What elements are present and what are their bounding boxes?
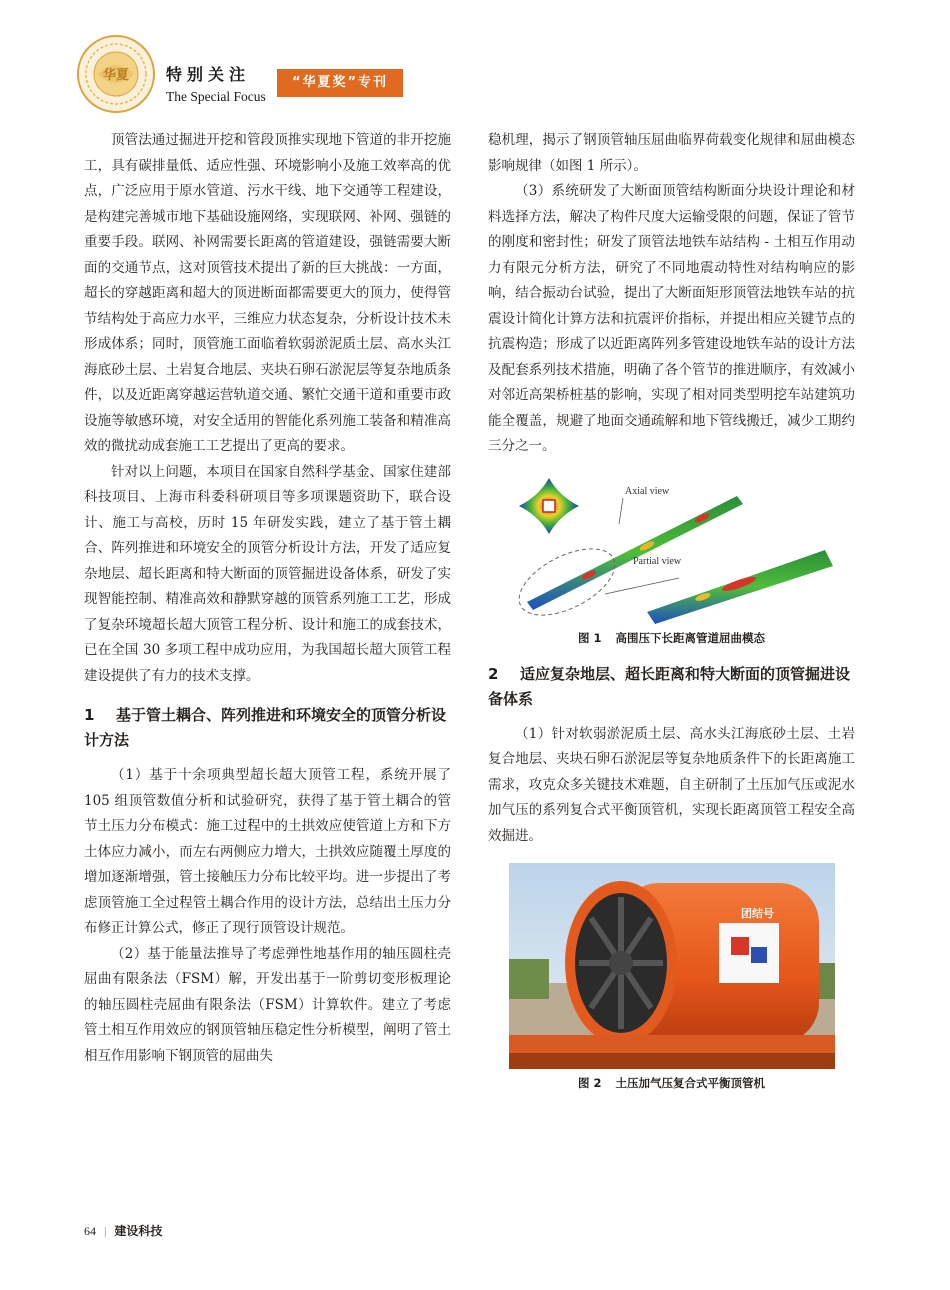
body-paragraph-2: 针对以上问题，本项目在国家自然科学基金、国家住建部科技项目、上海市科委科研项目等多项课题资助下，联合设计、施工与高校，历时 15 年研发实践，建立了基于管土耦合、阵列推进和环境安全的顶管分析设计方法，开发了适应复杂地层、超长距离和特大断面的顶管掘进设备体系，研发了实现智能控制、精准高效和静默穿越的顶管系列施工工艺，形成了复杂环境超长超大顶管工程分析、设计和施工的成套技术，已在全国 30 多项工程中成功应用，为我国超长超大顶管工程建设提供了有力的技术支撑。 (84, 463, 451, 684)
left-column (84, 128, 451, 1069)
footer-separator: | (104, 1224, 107, 1238)
section-title-cn: 特别关注 (166, 65, 251, 84)
buckling-mode-figure (507, 474, 837, 624)
body-paragraph-4: （2）基于能量法推导了考虑弹性地基作用的轴压圆柱壳屈曲有限条法（FSM）解，开发出基于一阶剪切变形板理论的轴压圆柱壳屈曲有限条法（FSM）计算软件。建立了考虑管土相互作用效应的钢顶管轴压稳定性分析模型，阐明了管土相互作用影响下钢顶管的屈曲失 (84, 945, 451, 1064)
section-heading-1 (84, 703, 451, 753)
partial-view-label: Partial view (632, 555, 681, 567)
pipe-jacking-machine-photo (509, 863, 835, 1069)
body-paragraph-6: （1）针对软弱淤泥质土层、高水头江海底砂土层、土岩复合地层、夹块石卵石淤泥层等复杂地质条件下的长距离施工需求，攻克众多关键技术难题，自主研制了土压加气压或泥水加气压的系列复合式平衡顶管机，实现长距离顶管工程安全高效掘进。 (488, 725, 855, 844)
page-header (76, 34, 496, 114)
figure-1-number: 图 1 (577, 630, 602, 645)
figure-2-caption (488, 1073, 855, 1093)
figure-2 (488, 863, 855, 1093)
logo-text: 华夏 (102, 68, 130, 83)
figure-1 (488, 474, 855, 648)
page-number: 64 (84, 1224, 96, 1238)
partial-view-highlight (508, 535, 624, 624)
section-number-1: 1 (84, 706, 95, 724)
page-footer (84, 1222, 162, 1239)
magazine-name: 建设科技 (114, 1224, 163, 1238)
section-heading-2-text: 适应复杂地层、超长距离和特大断面的顶管掘进设备体系 (488, 664, 851, 708)
section-number-2: 2 (488, 664, 499, 683)
axial-cross-section (519, 478, 579, 534)
section-heading-1-text: 基于管土耦合、阵列推进和环境安全的顶管分析设计方法 (84, 706, 447, 749)
huaxia-award-logo-icon (76, 34, 156, 114)
body-paragraph-continued: 稳机理，揭示了钢顶管轴压屈曲临界荷载变化规律和屈曲模态影响规律（如图 1 所示）。 (488, 132, 855, 174)
axial-view-label: Axial view (624, 485, 669, 497)
section-title-en: The Special Focus (166, 89, 266, 104)
body-paragraph-5: （3）系统研发了大断面顶管结构断面分块设计理论和材料选择方法，解决了构件尺度大运输受限的问题，保证了管节的刚度和密封性；研发了顶管法地铁车站结构 - 土相互作用动力有限元分析方法，研究了不同地震动特性对结构响应的影响，结合振动台试验，提出了大断面矩形顶管法地铁车站的抗震设计简化计算方法和抗震评价指标，并提出相应关键节点的抗震构造；形成了以近距离阵列多管建设地铁车站的设计方法及配套系列技术措施，明确了各个管节的推进顺序，有效减小对邻近高架桥桩基的影响，实现了相对同类型明挖车站建筑功能全覆盖，规避了地面交通疏解和地下管线搬迁，减少工期约三分之一。 (488, 183, 855, 454)
issue-tag-badge: “华夏奖”专刊 (277, 69, 403, 97)
right-column (488, 128, 855, 1101)
section-heading-2 (488, 662, 855, 712)
machine-name-label: 团结号 (740, 907, 774, 920)
figure-2-number: 图 2 (577, 1076, 602, 1090)
figure-1-caption-text: 高围压下长距离管道屈曲模态 (615, 630, 765, 645)
figure-1-caption (488, 628, 855, 648)
body-paragraph-1: 顶管法通过掘进开挖和管段顶推实现地下管道的非开挖施工，具有碳排量低、适应性强、环境影响小及施工效率高的优点，广泛应用于原水管道、污水干线、地下交通等工程建设，是构建完善城市地下基础设施网络，实现联网、补网、强链的重要手段。联网、补网需要长距离的管道建设，强链需要大断面的交通节点，这对顶管技术提出了新的巨大挑战：一方面，超长的穿越距离和超大的顶进断面都需要更大的顶力，使得管节结构处于高应力水平，三维应力状态复杂，分析设计技术未形成体系；同时，顶管施工面临着软弱淤泥质土层、高水头江海底砂土层、土岩复合地层、夹块石卵石淤泥层等复杂地质条件，以及近距离穿越运营轨道交通、繁忙交通干道和重要市政设施等敏感环境，对安全适用的智能化系列施工装备和精准高效的微扰动成套施工工艺提出了更高的要求。 (84, 132, 451, 454)
figure-2-caption-text: 土压加气压复合式平衡顶管机 (615, 1076, 765, 1090)
cutter-head (565, 881, 677, 1045)
body-paragraph-3: （1）基于十余项典型超长超大顶管工程，系统开展了 105 组顶管数值分析和试验研究，获得了基于管土耦合的管节土压力分布模式：施工过程中的土拱效应使管道上方和下方土体应力减小，而左右两侧应力增大，土拱效应随覆土厚度的增加逐渐增强，管土接触压力分布比较平均。进一步提出了考虑顶管施工全过程管土耦合作用的设计方法，总结出土压力分布修正计算公式，修正了现行顶管设计规范。 (84, 767, 451, 936)
